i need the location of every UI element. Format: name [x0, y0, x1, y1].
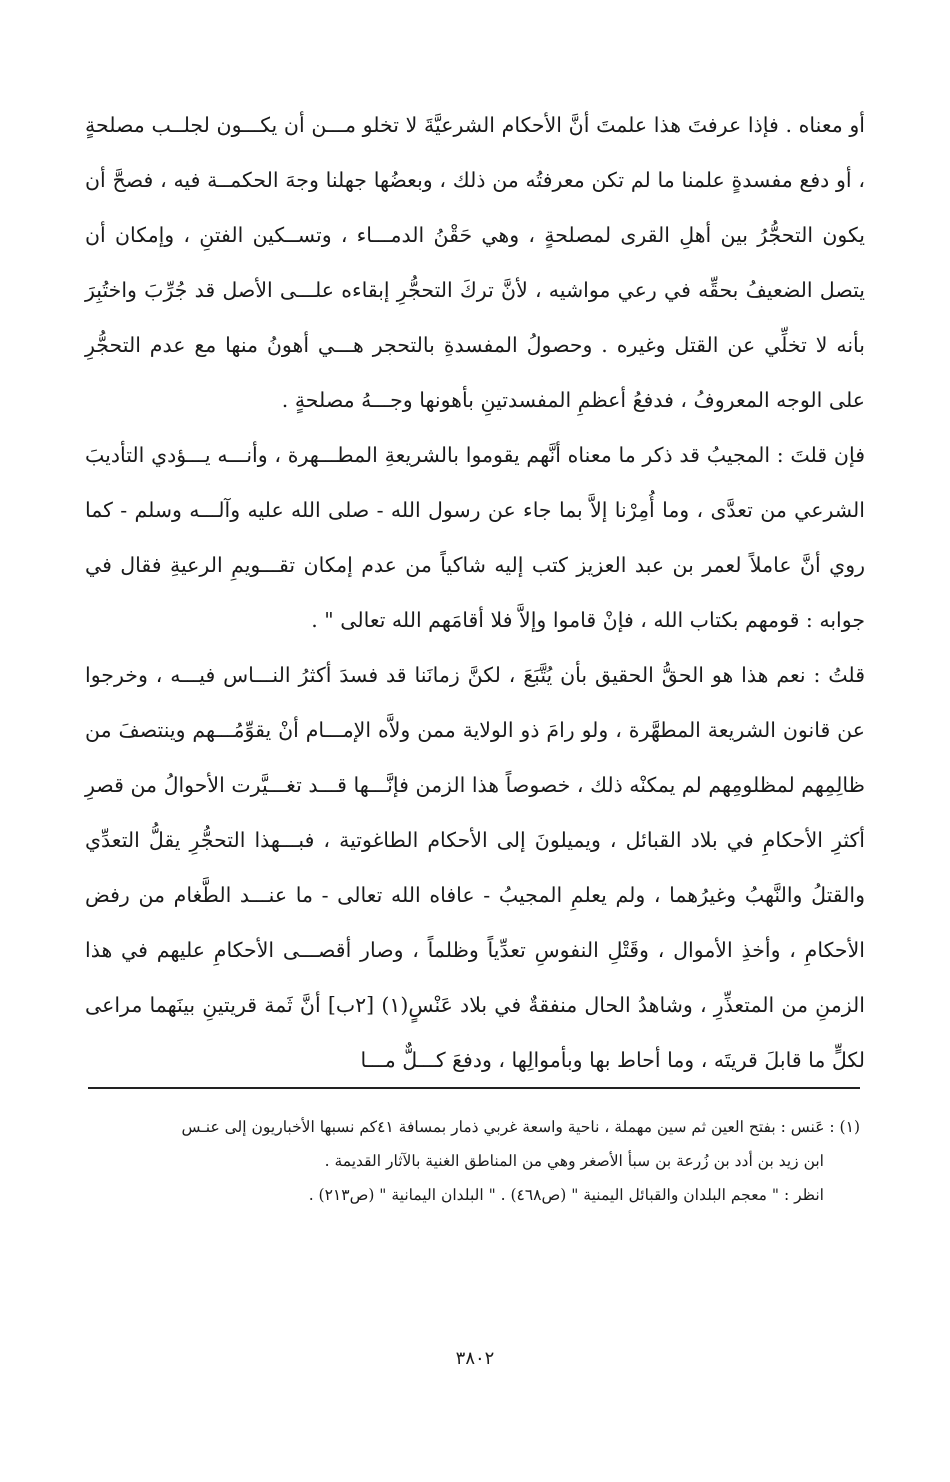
footnotes-section	[90, 1110, 860, 1212]
paragraph-2: فإن قلتَ : المجيبُ قد ذكر ما معناه أنَّهم يقوموا بالشريعةِ المطـــهرة ، وأنـــه يـــؤدي التأديبَ الشرعي من تعدَّى ، وما أُمِرْنا إلاَّ بما جاء عن رسول الله - صلى الله عليه وآلـــه وسلم - كما روي أنَّ عاملاً لعمر بن عبد العزيز كتب إليه شاكياً من عدم إمكان تقـــويمِ الرعيةِ فقال في جوابه : قومهم بكتاب الله ، فإنْ قاموا وإلاَّ فلا أقامَهم الله تعالى " .	[85, 443, 865, 632]
main-text-body	[85, 98, 865, 1088]
paragraph-1: أو معناه . فإذا عرفتَ هذا علمتَ أنَّ الأحكام الشرعيَّةَ لا تخلو مـــن أن يكـــون لجلــب مصلحةٍ ، أو دفع مفسدةٍ علمنا ما لم تكن معرفتُه من ذلك ، وبعضُها جهلنا وجهَ الحكمــة فيه ، فصحَّ أن يكون التحجُّرُ بين أهلِ القرى لمصلحةٍ ، وهي حَقْنُ الدمـــاء ، وتســكين الفتنِ ، وإمكان أن يتصل الضعيفُ بحقِّه في رعي مواشيه ، لأنَّ تركَ التحجُّرِ إبقاءه علـــى الأصل قد جُرِّبَ واختُبِرَ بأنه لا تخلِّي عن القتل وغيره . وحصولُ المفسدةِ بالتحجر هـــي أهونُ منها مع عدم التحجُّرِ على الوجه المعروفُ ، فدفعُ أعظمِ المفسدتينِ بأهونها وجـــهُ مصلحةٍ .	[85, 113, 865, 412]
footnote-separator	[88, 1087, 860, 1089]
footnote-1-line-1: (١) : عَنس : بفتح العين ثم سين مهملة ، ناحية واسعة غربي ذمار بمسافة ٤١كم نسبها الأخباريون إلى عنـس	[181, 1118, 860, 1136]
page-number: ٣٨٠٢	[455, 1348, 495, 1369]
footnote-1-line-2: ابن زيد بن أدد بن زُرعة بن سبأ الأصغر وهي من المناطق الغنية بالآثار القديمة .	[324, 1152, 824, 1170]
paragraph-3: قلتُ : نعم هذا هو الحقُّ الحقيق بأن يُتَّبَعَ ، لكنَّ زمانَنا قد فسدَ أكثرُ النـــاس فيـــه ، وخرجوا عن قانون الشريعة المطهَّرة ، ولو رامَ ذو الولاية ممن ولاَّه الإمـــام أنْ يقوِّمُـــهم وينتصفَ من ظالِمِهم لمظلومِهم لم يمكنْه ذلك ، خصوصاً هذا الزمن فإنَّـــها قـــد تغـــيَّرت الأحوالُ من قصرِ أكثرِ الأحكامِ في بلاد القبائل ، ويميلونَ إلى الأحكام الطاغوتية ، فبـــهذا التحجُّرِ يقلُّ التعدِّي والقتلُ والنَّهبُ وغيرُهما ، ولم يعلمِ المجيبُ - عافاه الله تعالى - ما عنـــد الطَّغام من رفض الأحكامِ ، وأخذِ الأموال ، وقَتْلِ النفوسِ تعدِّياً وظلماً ، وصار أقصـــى الأحكامِ عليهم في هذا الزمنِ من المتعذِّرِ ، وشاهدُ الحال منفقةٌ في بلاد عَنْسٍ(١) [٢ب] أنَّ ثَمة قريتينِ بينَهما مراعى لكلٍّ ما قابلَ قريتَه ، وما أحاط بها وبأموالِها ، ودفعَ كـــلٌّ مـــا	[85, 663, 866, 1072]
footnote-1-line-3: انظر : " معجم البلدان والقبائل اليمنية " (ص٤٦٨) . " البلدان اليمانية " (ص٢١٣) .	[308, 1186, 824, 1204]
